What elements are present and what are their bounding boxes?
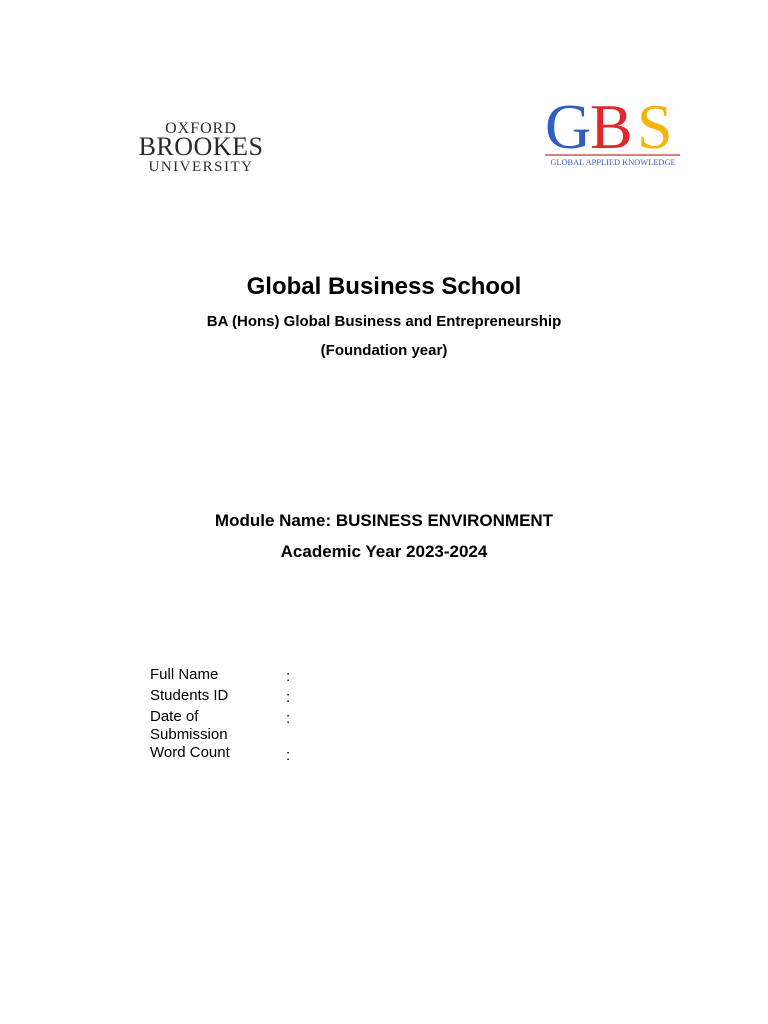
details-row-students-id — [150, 687, 450, 708]
details-row-word-count — [150, 744, 450, 765]
gbs-tagline: GLOBAL APPLIED KNOWLEDGE — [550, 158, 676, 167]
details-colon: : — [286, 710, 291, 727]
details-colon: : — [286, 747, 291, 764]
gbs-letter-s: S — [637, 91, 673, 162]
details-colon: : — [286, 668, 291, 685]
logo-line-university: UNIVERSITY — [148, 159, 254, 175]
programme-name: BA (Hons) Global Business and Entrepreneurship — [206, 313, 562, 330]
details-label: Word Count — [150, 744, 230, 761]
details-row-date-of-submission — [150, 708, 450, 744]
details-label: Students ID — [150, 687, 229, 704]
logo-line-brookes: BROOKES — [138, 132, 264, 161]
module-name: Module Name: BUSINESS ENVIRONMENT — [214, 511, 554, 530]
oxford-brookes-logo — [110, 118, 292, 176]
student-details — [150, 666, 450, 765]
title-block — [0, 270, 768, 361]
academic-year: Academic Year 2023-2024 — [280, 542, 488, 561]
details-row-full-name — [150, 666, 450, 687]
programme-year: (Foundation year) — [320, 342, 448, 359]
details-label: Full Name — [150, 666, 219, 683]
details-label: Date of Submission — [150, 708, 228, 743]
gbs-letter-b: B — [590, 91, 633, 162]
details-colon: : — [286, 689, 291, 706]
module-block — [0, 509, 768, 564]
gbs-letter-g: G — [545, 91, 592, 162]
gbs-logo — [543, 90, 683, 170]
logo-line-oxford: OXFORD — [165, 120, 237, 137]
school-name: Global Business School — [246, 273, 522, 300]
